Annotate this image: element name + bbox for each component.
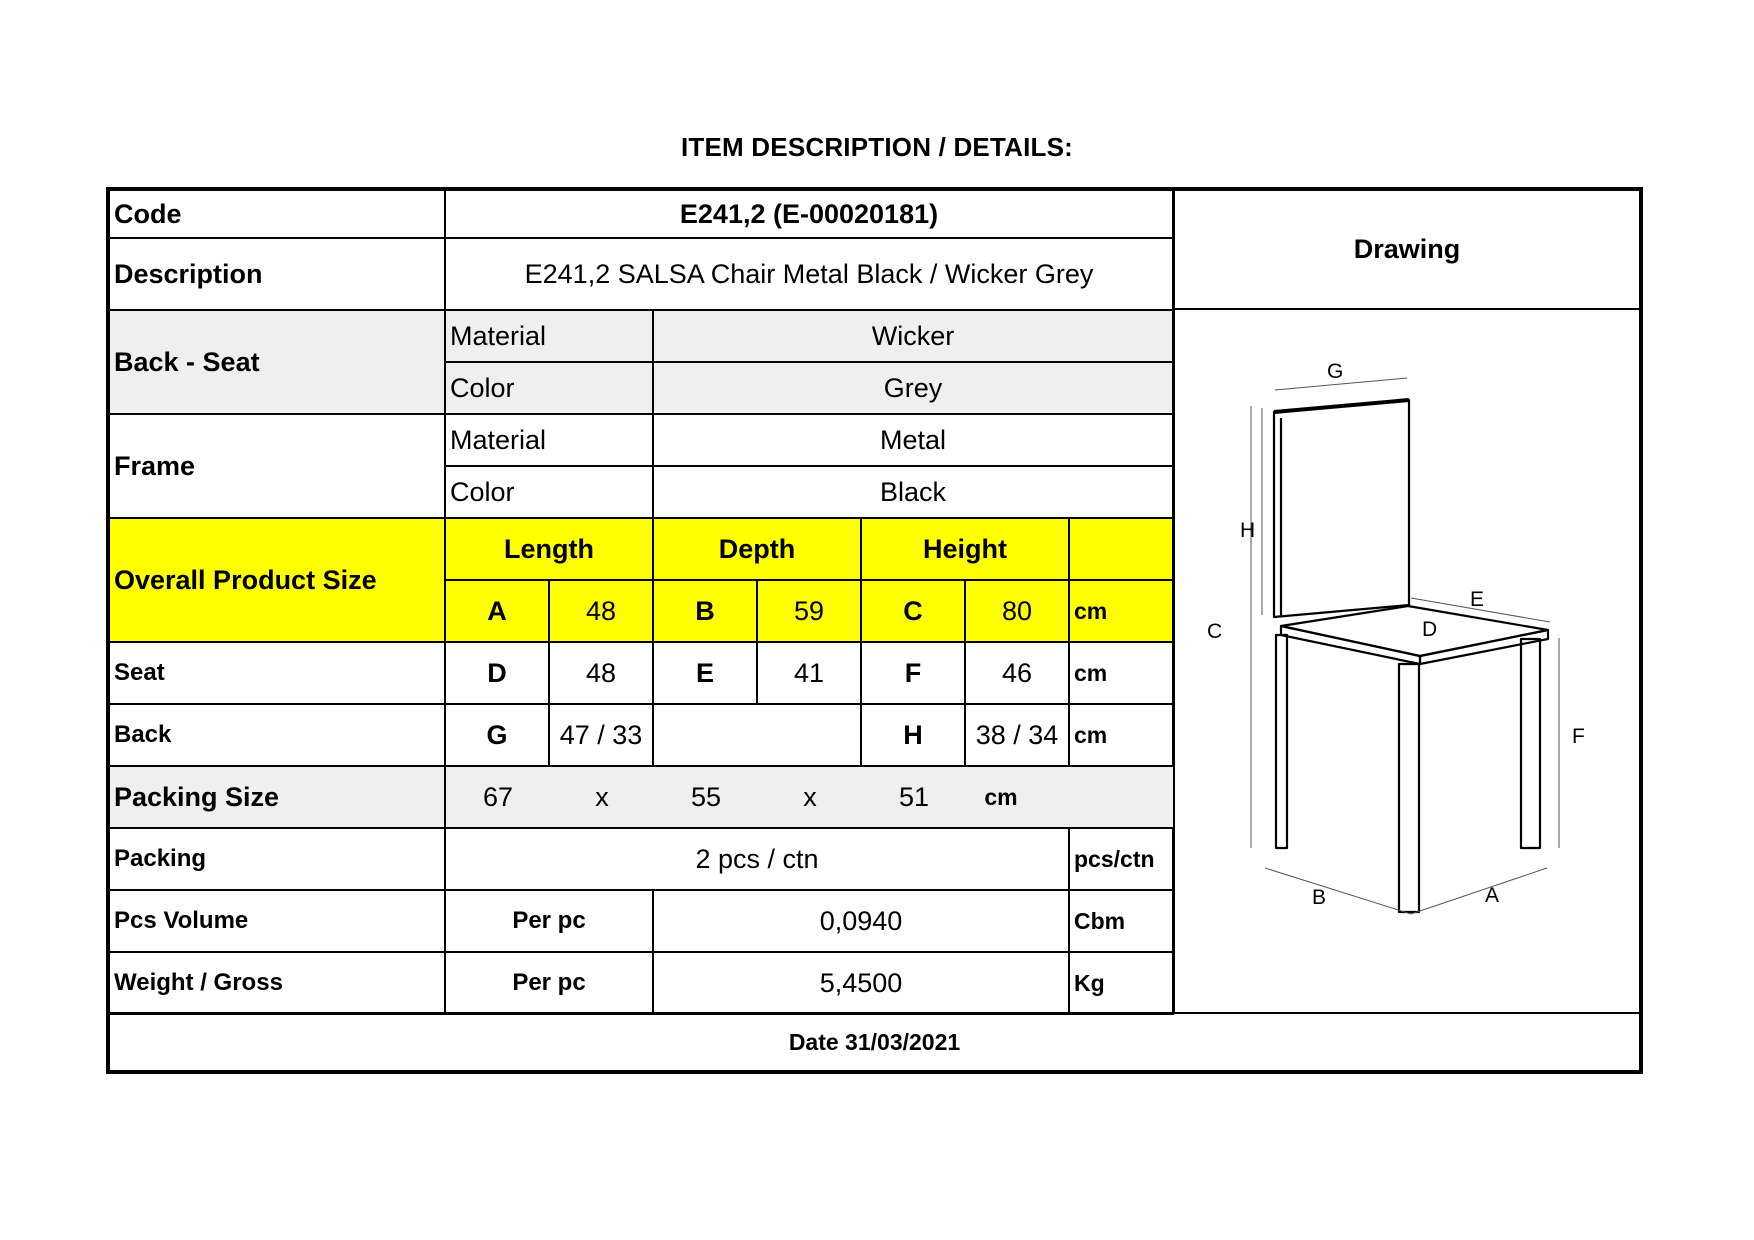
drawing-label-d: D — [1422, 618, 1438, 641]
pcs-volume-label: Pcs Volume — [110, 890, 445, 952]
frame-material-row — [110, 414, 1173, 466]
chair-drawing — [1173, 310, 1639, 1012]
leg-front — [1399, 664, 1419, 912]
pcs-volume-value: 0,0940 — [653, 890, 1069, 952]
dim-b-value: 59 — [757, 580, 861, 642]
packing-sep-2: x — [803, 781, 817, 812]
weight-per: Per pc — [445, 952, 653, 1014]
dim-line-b — [1265, 868, 1411, 914]
packing-width: 55 — [690, 781, 722, 812]
packing-size-row — [110, 766, 1173, 828]
depth-label: Depth — [653, 518, 861, 580]
date-footer: Date 31/03/2021 — [110, 1012, 1639, 1070]
seat-front-edge — [1281, 626, 1420, 664]
description-label: Description — [110, 238, 445, 310]
drawing-label-g: G — [1327, 360, 1344, 383]
drawing-label-b: B — [1312, 886, 1327, 909]
backrest-outline — [1274, 400, 1409, 617]
page-title: ITEM DESCRIPTION / DETAILS: — [680, 132, 1074, 162]
frame-material-value: Metal — [653, 414, 1173, 466]
overall-unit: cm — [1069, 580, 1173, 642]
back-seat-color-value: Grey — [653, 362, 1173, 414]
dim-h-code: H — [861, 704, 965, 766]
dim-b-code: B — [653, 580, 757, 642]
weight-unit: Kg — [1069, 952, 1173, 1014]
back-unit: cm — [1069, 704, 1173, 766]
pcs-volume-unit: Cbm — [1069, 890, 1173, 952]
drawing-title: Drawing — [1173, 191, 1639, 310]
frame-label: Frame — [110, 414, 445, 518]
length-label: Length — [445, 518, 653, 580]
packing-unit: cm — [984, 783, 1018, 810]
code-value: E241,2 (E-00020181) — [445, 191, 1173, 238]
packing-row — [110, 828, 1173, 890]
packing-length: 67 — [482, 781, 514, 812]
dim-e-code: E — [653, 642, 757, 704]
dim-e-value: 41 — [757, 642, 861, 704]
packing-size-label: Packing Size — [110, 766, 445, 828]
drawing-label-f: F — [1572, 725, 1585, 748]
code-label: Code — [110, 191, 445, 238]
back-label: Back — [110, 704, 445, 766]
drawing-label-c: C — [1207, 620, 1223, 643]
dim-g-code: G — [445, 704, 549, 766]
back-seat-material-row — [110, 310, 1173, 362]
seat-row — [110, 642, 1173, 704]
dim-a-value: 48 — [549, 580, 653, 642]
seat-label: Seat — [110, 642, 445, 704]
seat-side-edge — [1420, 630, 1548, 664]
overall-empty-cell — [1069, 518, 1173, 580]
drawing-label-h: H — [1240, 519, 1256, 542]
spec-table — [110, 191, 1174, 1015]
leg-left-back — [1276, 635, 1287, 848]
dim-a-code: A — [445, 580, 549, 642]
weight-row — [110, 952, 1173, 1014]
height-label: Height — [861, 518, 1069, 580]
packing-label: Packing — [110, 828, 445, 890]
leg-right — [1521, 639, 1540, 848]
chair-line-drawing — [1175, 310, 1641, 1012]
back-seat-material-label: Material — [445, 310, 653, 362]
seat-unit: cm — [1069, 642, 1173, 704]
dim-f-code: F — [861, 642, 965, 704]
packing-unit-label: pcs/ctn — [1069, 828, 1173, 890]
backrest-top-rail — [1274, 400, 1409, 412]
back-row — [110, 704, 1173, 766]
frame-color-value: Black — [653, 466, 1173, 518]
packing-height: 51 — [898, 781, 930, 812]
overall-header-row — [110, 518, 1173, 580]
drawing-label-e: E — [1470, 588, 1485, 611]
packing-value: 2 pcs / ctn — [445, 828, 1069, 890]
back-seat-label: Back - Seat — [110, 310, 445, 414]
back-empty-cell — [653, 704, 861, 766]
dim-g-value: 47 / 33 — [549, 704, 653, 766]
frame-color-label: Color — [445, 466, 653, 518]
packing-size-values — [445, 766, 1173, 828]
weight-label: Weight / Gross — [110, 952, 445, 1014]
pcs-volume-row — [110, 890, 1173, 952]
drawing-label-a: A — [1485, 884, 1500, 907]
code-row — [110, 191, 1173, 238]
frame-material-label: Material — [445, 414, 653, 466]
dim-h-value: 38 / 34 — [965, 704, 1069, 766]
dim-d-value: 48 — [549, 642, 653, 704]
description-value: E241,2 SALSA Chair Metal Black / Wicker Grey — [445, 238, 1173, 310]
packing-sep-1: x — [595, 781, 609, 812]
pcs-volume-per: Per pc — [445, 890, 653, 952]
dim-line-a — [1411, 868, 1547, 914]
dim-c-value: 80 — [965, 580, 1069, 642]
overall-size-label: Overall Product Size — [110, 518, 445, 642]
dim-f-value: 46 — [965, 642, 1069, 704]
dim-d-code: D — [445, 642, 549, 704]
description-row — [110, 238, 1173, 310]
back-seat-material-value: Wicker — [653, 310, 1173, 362]
dim-c-code: C — [861, 580, 965, 642]
back-seat-color-label: Color — [445, 362, 653, 414]
spec-sheet — [106, 187, 1643, 1074]
weight-value: 5,4500 — [653, 952, 1069, 1014]
